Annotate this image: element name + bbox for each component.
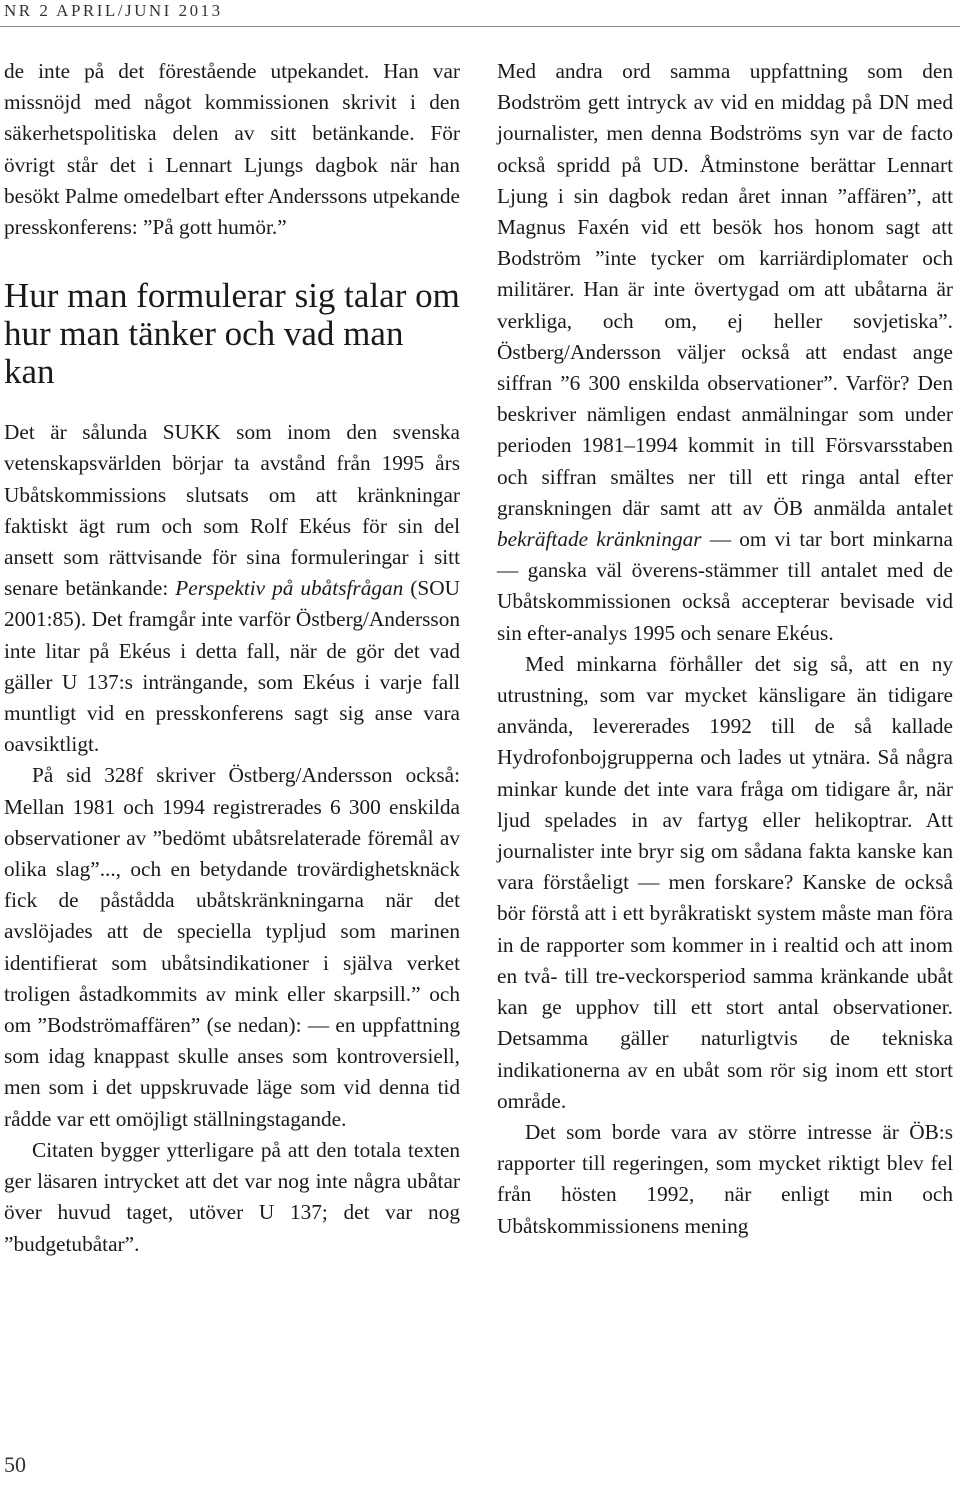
continued-paragraph: de inte på det förestående utpekandet. Han var missnöjd med något kommissionen skrivit i den säkerhetspolitiska delen av sitt betänkande. För övrigt står det i Lennart Ljungs dagbok när han besökt Palme omedelbart efter Anderssons utpekande presskonferens: ”På gott humör.” [4,59,460,240]
paragraph-text: — om vi tar bort minkarna — ganska väl överens-stämmer till antalet med de Ubåtskommissionen också accepterar bevisade vid sin efter-analys 1995 och senare Ekéus. [497,527,953,645]
body-paragraph: Med minkarna förhåller det sig så, att en ny utrustning, som var mycket känsligare än tidigare använda, levererades 1992 till de så kallade Hydrofonbojgrupperna och lades ut ytnära. Så några minkar kunde det inte vara fråga om tidigare år, när ljud spelades in av fartyg eller helikoptrar. Att journalister inte bryr sig om sådana fakta kanske kan vara förståeligt — men forskare? Kanske de också bör förstå att i ett byråkratiskt system måste man föra in de rapporter som kommer in i realtid och att inom en två- till tre-veckorsperiod samma kränkande ubåt kan ge upphov till ett stort antal observationer. Detsamma gäller naturligtvis de tekniska indikationerna av en ubåt som rör sig inom ett stort område. [497,651,953,1113]
left-column [4,56,460,1260]
running-header [0,0,960,27]
section-heading: Hur man formulerar sig talar om hur man tänker och vad man kan [4,276,460,392]
italic-title: Perspektiv på ubåtsfrågan [175,576,404,601]
paragraph-text: Det är sålunda SUKK som inom den svenska vetenskapsvärlden börjar ta avstånd från 1995 års Ubåtskommissions slutsats om att kränkningar faktiskt ägt rum och som Rolf Ekéus för sin del ansett som rättvisande för sina formuleringar i sitt senare betänkande: [4,420,460,601]
paragraph-text: Med andra ord samma uppfattning som den Bodström gett intryck av vid en middag på DN med journalister, men denna Bodströms syn var de facto också spridd på UD. Åtminstone berättar Lennart Ljung i sin dagbok redan året innan ”affären”, att Magnus Faxén vid ett besök hos honom sagt att Bodström ”inte tycker om karriärdiplomater och militärer. Han är inte övertygad om att ubåtarna är verkliga, och om, ej heller sovjetiska”. Östberg/Andersson väljer också att endast ange siffran ”6 300 enskilda observationer”. Varför? Den beskriver nämligen endast anmälningar som under perioden 1981–1994 kommit in till Försvarsstaben och siffran smältes ner till ett ringa antal efter granskningen där samt att av ÖB anmälda antalet [497,59,953,520]
body-paragraph [497,56,953,649]
right-column [497,56,953,1242]
body-paragraph: På sid 328f skriver Östberg/Andersson också: Mellan 1981 och 1994 registrerades 6 300 enskilda observationer av ”bedömt ubåtsrelaterade föremål av olika slag”..., och en betydande trovärdighetsknäck fick de påstådda ubåtskränkningarna när det avslöjades att de speciella typljud som marinen identifierat som ubåtsindikationer i själva verket troligen åstadkommits av mink eller skarpsill.” och om ”Bodströmaffären” (se nedan): — en uppfattning som idag knappast skulle anses som kontroversiell, men som i det uppskruvade läge som vid denna tid rådde var ett omöjligt ställningstagande. [4,763,460,1131]
body-paragraph: Citaten bygger ytterligare på att den totala texten ger läsaren intrycket att det var nog inte några ubåtar över huvud taget, utöver U 137; det var nog ”budgetubåtar”. [4,1137,460,1256]
italic-phrase: bekräftade kränkningar [497,527,702,552]
page-number: 50 [4,1452,26,1477]
paragraph-text: (SOU 2001:85). Det framgår inte varför Östberg/Andersson inte litar på Ekéus i detta fall, när de gör det vad gäller U 137:s inträngande, som Ekéus i varje fall muntligt vid en presskonferens sagt sig anse vara oavsiktligt. [4,576,460,757]
running-head-text: NR 2 APRIL/JUNI 2013 [4,1,223,20]
body-paragraph: Det som borde vara av större intresse är ÖB:s rapporter till regeringen, som mycket riktigt blev fel från hösten 1992, när enligt min och Ubåtskommissionens mening [497,1119,953,1238]
body-paragraph [4,417,460,760]
